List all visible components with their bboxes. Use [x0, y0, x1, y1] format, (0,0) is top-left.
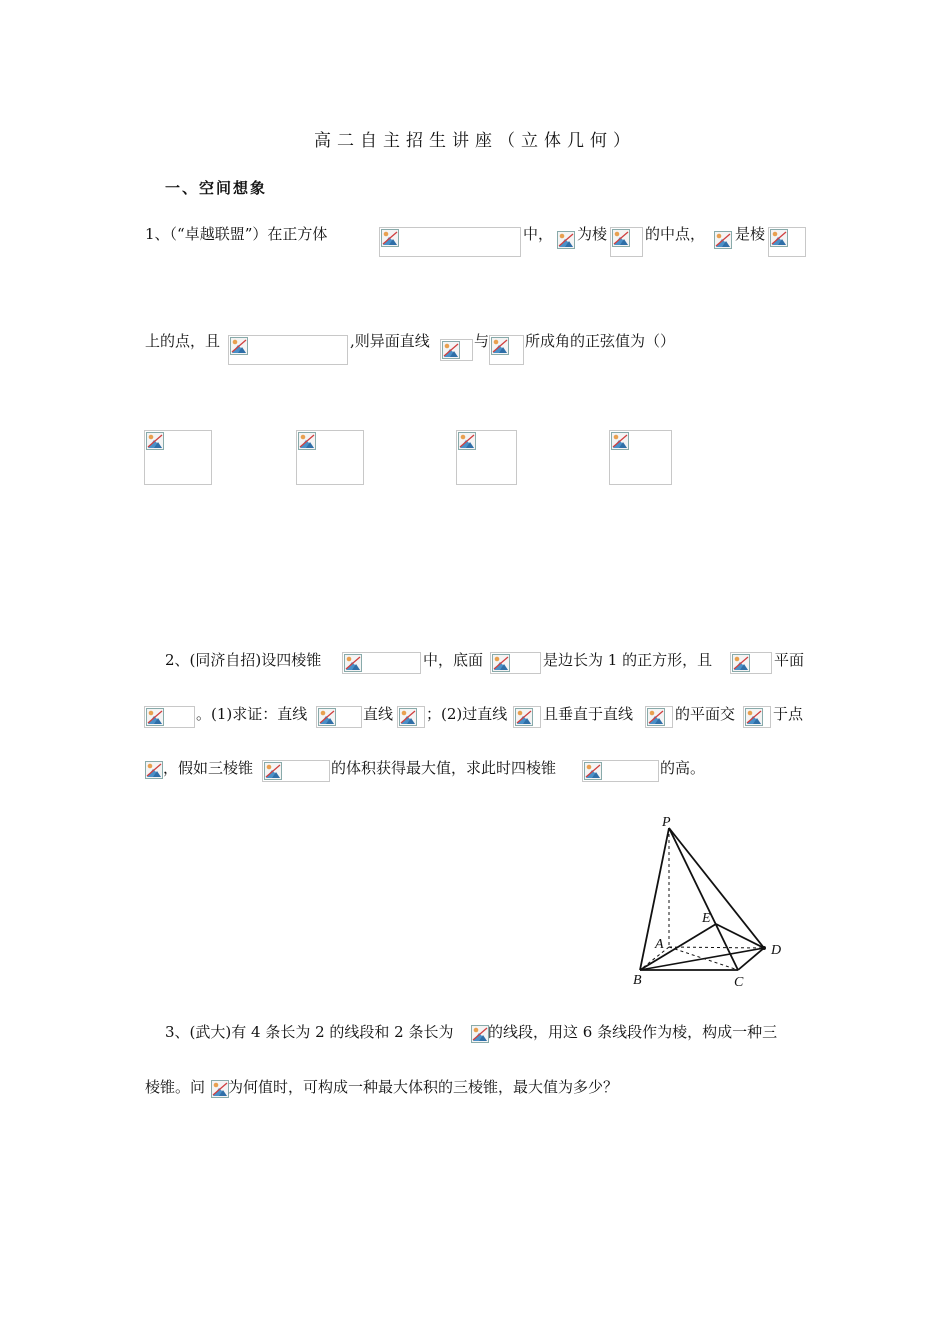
math-image-placeholder [144, 760, 164, 782]
math-image-placeholder [490, 652, 541, 674]
q2-text: 于点 [773, 705, 804, 723]
math-image-placeholder [440, 339, 473, 361]
q2-text: 的平面交 [675, 705, 736, 723]
label-e: E [702, 911, 711, 926]
q3-text: 棱锥。问 [145, 1078, 206, 1096]
math-image-placeholder [397, 706, 425, 728]
broken-image-icon [458, 432, 476, 450]
q1-text: 为棱 [577, 225, 608, 243]
q1-text: 1、（“卓越联盟”）在正方体 [145, 225, 328, 243]
q1-text: 上的点，且 [145, 332, 221, 350]
broken-image-icon [492, 654, 510, 672]
math-image-placeholder [342, 652, 421, 674]
label-d: D [771, 943, 782, 958]
q2-text: 平面 [774, 651, 805, 669]
q1-text: 的中点， [645, 225, 706, 243]
edge-ed [716, 924, 764, 948]
q2-text: 且垂直于直线 [543, 705, 634, 723]
section-heading: 一、空间想象 [165, 179, 268, 197]
label-c: C [734, 975, 744, 990]
edge-pc [669, 828, 738, 970]
q3-text: 3、(武大)有 4 条长为 2 的线段和 2 条长为 [165, 1023, 454, 1041]
broken-image-icon [211, 1080, 229, 1098]
page-title: 高二自主招生讲座（立体几何） [314, 131, 636, 151]
edge-pd [669, 828, 764, 948]
math-image-placeholder [262, 760, 330, 782]
math-image-placeholder [489, 335, 524, 365]
math-image-placeholder [645, 706, 673, 728]
q2-text: 直线 [363, 705, 394, 723]
pyramid-figure [628, 812, 798, 992]
broken-image-icon [230, 337, 248, 355]
broken-image-icon [471, 1025, 489, 1043]
broken-image-icon [146, 708, 164, 726]
q1-text: 中， [523, 225, 554, 243]
broken-image-icon [732, 654, 750, 672]
label-p: P [662, 815, 671, 830]
edge-ad-hidden [669, 947, 764, 948]
broken-image-icon [399, 708, 417, 726]
broken-image-icon [145, 761, 163, 779]
label-a: A [655, 937, 664, 952]
label-b: B [633, 973, 642, 988]
broken-image-icon [611, 432, 629, 450]
math-image-placeholder [379, 227, 521, 257]
choice-d-image [609, 430, 672, 485]
broken-image-icon [381, 229, 399, 247]
math-image-placeholder [210, 1079, 230, 1101]
q1-text: 所成角的正弦值为（） [525, 332, 676, 350]
choice-b-image [296, 430, 364, 485]
q1-text: 与 [474, 332, 490, 350]
math-image-placeholder [556, 230, 576, 252]
broken-image-icon [557, 231, 575, 249]
math-image-placeholder [144, 706, 195, 728]
broken-image-icon [491, 337, 509, 355]
broken-image-icon [647, 708, 665, 726]
math-image-placeholder [713, 230, 733, 252]
q3-text: 为何值时，可构成一种最大体积的三棱锥，最大值为多少？ [228, 1078, 619, 1096]
q2-text: 的体积获得最大值，求此时四棱锥 [331, 759, 557, 777]
choice-a-image [144, 430, 212, 485]
broken-image-icon [298, 432, 316, 450]
q2-text: 。(1)求证：直线 [196, 705, 308, 723]
q3-text: 的线段，用这 6 条线段作为棱，构成一种三 [488, 1023, 778, 1041]
math-image-placeholder [470, 1024, 490, 1046]
broken-image-icon [264, 762, 282, 780]
math-image-placeholder [513, 706, 541, 728]
math-image-placeholder [316, 706, 362, 728]
q2-text: 的高。 [660, 759, 706, 777]
broken-image-icon [515, 708, 533, 726]
broken-image-icon [442, 341, 460, 359]
math-image-placeholder [768, 227, 806, 257]
math-image-placeholder [228, 335, 348, 365]
choice-c-image [456, 430, 517, 485]
q2-text: ，假如三棱锥 [163, 759, 254, 777]
math-image-placeholder [610, 227, 643, 257]
math-image-placeholder [743, 706, 771, 728]
broken-image-icon [318, 708, 336, 726]
broken-image-icon [612, 229, 630, 247]
broken-image-icon [770, 229, 788, 247]
broken-image-icon [714, 231, 732, 249]
q2-text: ；(2)过直线 [426, 705, 508, 723]
broken-image-icon [146, 432, 164, 450]
point-d [762, 946, 766, 950]
broken-image-icon [344, 654, 362, 672]
q1-text: 是棱 [735, 225, 766, 243]
math-image-placeholder [730, 652, 772, 674]
q1-text: ,则异面直线 [350, 332, 430, 350]
q2-text: 中，底面 [423, 651, 484, 669]
q2-text: 2、(同济自招)设四棱锥 [165, 651, 322, 669]
broken-image-icon [584, 762, 602, 780]
math-image-placeholder [582, 760, 659, 782]
q2-text: 是边长为 1 的正方形，且 [543, 651, 713, 669]
broken-image-icon [745, 708, 763, 726]
